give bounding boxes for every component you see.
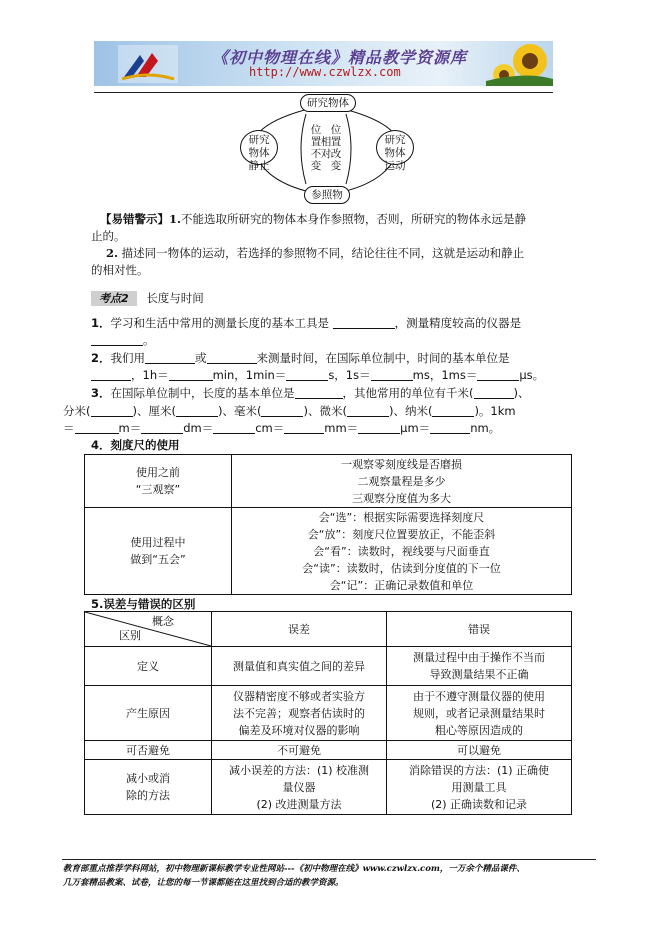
cause-mistake-1: 由于不遵守测量仪器的使用 — [413, 689, 545, 703]
warning-p1-num: 1. — [169, 212, 182, 226]
reduce-mistake — [387, 760, 572, 815]
q5-title — [91, 597, 195, 611]
row-reduce-1: 减小或消 — [126, 772, 170, 785]
q3-blank-5[interactable] — [261, 405, 303, 417]
q3-blank-4[interactable] — [176, 405, 218, 417]
q2-blank-6[interactable] — [371, 369, 413, 381]
avoid-error: 不可避免 — [212, 741, 387, 760]
q1-text-c: 。 — [143, 333, 155, 347]
cause-error-2: 法不完善；观察者估读时的 — [233, 706, 365, 720]
table-row — [85, 760, 572, 815]
ruler-during-label-1: 使用过程中 — [130, 536, 186, 549]
head-concept: 概念 — [152, 615, 174, 628]
definition-mistake — [387, 647, 572, 686]
q3-text-f: )、毫米( — [217, 404, 262, 418]
q2-line-2 — [91, 368, 544, 382]
observe-1: 一观察零刻度线是否磨损 — [341, 457, 462, 471]
warning-line-4: 的相对性。 — [91, 263, 149, 277]
warning-line-1 — [100, 212, 526, 226]
q3-text-d: 分米( — [63, 404, 91, 418]
cause-mistake-3: 粗心等原因造成的 — [435, 723, 523, 737]
q3-text-a: 在国际单位制中，长度的基本单位是 — [110, 386, 295, 400]
warning-p1-text: 不能选取所研究的物体本身作参照物，否则，所研究的物体永远是静 — [181, 212, 527, 226]
footer-rule — [62, 859, 596, 860]
node-reference-object: 参照物 — [304, 186, 350, 204]
five-skill-3: 会“看”：读数时，视线要与尺面垂直 — [313, 544, 490, 558]
q3-blank-9[interactable] — [141, 422, 183, 434]
corner-diagonal — [85, 612, 211, 646]
table-corner-cell — [85, 612, 212, 647]
ruler-before-label-2: “三观察” — [135, 483, 181, 496]
ruler-before-content — [232, 455, 572, 508]
error-vs-mistake-table — [84, 611, 572, 815]
q3-blank-3[interactable] — [91, 405, 133, 417]
q2-line-1 — [91, 351, 510, 365]
label-position-changed: 位置改变 — [330, 124, 342, 172]
q3-text-e: )、厘米( — [132, 404, 176, 418]
definition-mistake-2: 导致测量结果不正确 — [429, 668, 529, 681]
q2-text-g: ms，1ms＝ — [412, 368, 478, 382]
q2-text-d: ，1h＝ — [131, 368, 169, 382]
q3-text-g: )、微米( — [303, 404, 347, 418]
head-error: 误差 — [212, 612, 387, 647]
q1-text-a: 学习和生活中常用的测量长度的基本工具是 — [110, 316, 330, 330]
kaodian-heading — [91, 291, 204, 306]
avoid-mistake: 可以避免 — [387, 741, 572, 760]
q3-blank-12[interactable] — [358, 422, 400, 434]
reduce-error-2: 量仪器 — [282, 780, 316, 794]
banner-title: 《初中物理在线》精品教学资源库 — [212, 48, 468, 67]
q2-text-h: μs。 — [519, 368, 545, 382]
q3-text-m: cm＝ — [255, 421, 285, 435]
site-logo-icon — [118, 45, 178, 83]
q2-blank-5[interactable] — [286, 369, 328, 381]
q3-blank-1[interactable] — [295, 387, 343, 399]
ruler-usage-table — [84, 454, 572, 595]
banner-url[interactable]: http://www.czwlzx.com — [249, 65, 401, 79]
observe-3: 三观察分度值为多大 — [352, 491, 451, 505]
q3-blank-10[interactable] — [213, 422, 255, 434]
kaodian-title: 长度与时间 — [146, 291, 204, 305]
ruler-during-label-2: 做到“五会” — [130, 553, 186, 566]
q2-text-a: 我们用 — [110, 351, 146, 365]
observe-2: 二观察量程是多少 — [357, 474, 446, 488]
reduce-mistake-3: (2) 正确读数和记录 — [430, 797, 528, 811]
five-skill-5: 会“记”：正确记录数值和单位 — [329, 578, 474, 592]
header-banner — [94, 41, 553, 86]
q2-blank-1[interactable] — [145, 352, 195, 364]
reduce-error-3: (2) 改进测量方法 — [256, 797, 342, 811]
q3-blank-2[interactable] — [474, 387, 514, 399]
five-skill-2: 会“放”：刻度尺位置要放正，不能歪斜 — [307, 527, 496, 541]
warning-p2-num: 2. — [106, 246, 119, 260]
table-row — [85, 741, 572, 760]
cause-mistake-2: 规则，或者记录测量结果时 — [413, 706, 545, 720]
row-definition: 定义 — [85, 647, 212, 686]
q3-text-o: μm＝ — [400, 421, 431, 435]
q1-blank-1[interactable] — [333, 317, 395, 329]
kaodian-badge: 考点2 — [91, 291, 137, 306]
q5-title-text: 5.误差与错误的区别 — [91, 597, 196, 611]
cause-error — [212, 686, 387, 741]
warning-line-2: 止的。 — [91, 229, 126, 243]
q2-text-c: 来测量时间，在国际单位制中，时间的基本单位是 — [256, 351, 510, 365]
ruler-before-cell — [85, 455, 232, 508]
reduce-error — [212, 760, 387, 815]
label-relative: 相对 — [320, 136, 332, 160]
row-reduce-2: 除的方法 — [126, 789, 170, 802]
q3-text-p: nm。 — [470, 421, 501, 435]
q2-blank-2[interactable] — [207, 352, 257, 364]
q1-text-b: ，测量精度较高的仪器是 — [394, 316, 522, 330]
cause-error-1: 仪器精密度不够或者实验方 — [233, 689, 365, 703]
node-object-moving — [376, 130, 414, 172]
q1-num: 1． — [91, 316, 111, 330]
node-object-static-label: 研究物体静止 — [248, 134, 270, 172]
q1-line-1 — [91, 316, 521, 330]
header-rule — [94, 92, 553, 93]
reduce-mistake-1: 消除错误的方法：(1) 正确使 — [408, 763, 550, 777]
table-row — [85, 455, 572, 508]
q2-blank-4[interactable] — [169, 369, 213, 381]
ruler-during-cell — [85, 508, 232, 595]
footer-line-2: 几万套精品教案、试卷，让您的每一节课都能在这里找到合适的教学资源。 — [63, 878, 344, 888]
q3-blank-11[interactable] — [284, 422, 324, 434]
reduce-mistake-2: 用测量工具 — [451, 780, 507, 794]
label-position-unchanged: 位置不变 — [310, 124, 322, 172]
warning-line-3 — [106, 246, 524, 260]
table-row — [85, 612, 572, 647]
q3-blank-6[interactable] — [347, 405, 389, 417]
q1-blank-2[interactable] — [91, 334, 143, 346]
table-row — [85, 508, 572, 595]
warning-p2-text: 描述同一物体的运动，若选择的参照物不同，结论往往不同，这就是运动和静止 — [121, 246, 525, 260]
reduce-error-1: 减小误差的方法：(1) 校准测 — [228, 763, 370, 777]
q2-num: 2． — [91, 351, 111, 365]
definition-mistake-1: 测量过程中由于操作不当而 — [413, 651, 545, 664]
q3-blank-13[interactable] — [430, 422, 470, 434]
table-row — [85, 647, 572, 686]
q3-text-c: )、 — [513, 386, 530, 400]
q3-text-l: dm＝ — [183, 421, 214, 435]
q3-line-3 — [63, 421, 500, 435]
q3-line-2 — [63, 404, 516, 418]
q3-blank-7[interactable] — [432, 405, 474, 417]
node-research-object: 研究物体 — [300, 94, 356, 112]
q3-text-b: ，其他常用的单位有千米( — [342, 386, 474, 400]
q3-text-h: )、纳米( — [388, 404, 433, 418]
reference-frame-diagram — [238, 94, 414, 204]
head-mistake: 错误 — [387, 612, 572, 647]
q2-blank-3[interactable] — [91, 369, 131, 381]
node-object-moving-label: 研究物体运动 — [384, 134, 406, 172]
node-object-static — [240, 130, 278, 172]
q3-text-k: m＝ — [118, 421, 142, 435]
row-cause: 产生原因 — [85, 686, 212, 741]
q2-text-b: 或 — [195, 351, 207, 365]
five-skill-1: 会“选”：根据实际需要选择刻度尺 — [318, 510, 485, 524]
q3-text-n: mm＝ — [324, 421, 359, 435]
q2-text-e: min，1min＝ — [212, 368, 287, 382]
cause-error-3: 偏差及环境对仪器的影响 — [238, 723, 360, 737]
q3-text-i: )。1km — [474, 404, 516, 418]
ruler-during-content — [232, 508, 572, 595]
head-diff: 区别 — [119, 629, 141, 642]
q3-text-j: ＝ — [63, 421, 75, 435]
q3-line-1 — [91, 386, 530, 400]
q2-blank-7[interactable] — [477, 369, 519, 381]
q2-text-f: s，1s＝ — [328, 368, 371, 382]
q3-num: 3． — [91, 386, 111, 400]
footer-line-1: 教育部重点推荐学科网站，初中物理新课标教学专业性网站---《初中物理在线》www.czwlzx.com，一万余个精品课件、 — [63, 864, 525, 874]
row-avoidable: 可否避免 — [85, 741, 212, 760]
cause-mistake — [387, 686, 572, 741]
sunflower-icon — [486, 41, 553, 86]
q4-title-text: 4．刻度尺的使用 — [91, 438, 180, 452]
row-reduce — [85, 760, 212, 815]
q3-blank-8[interactable] — [75, 422, 119, 434]
q1-line-2 — [91, 333, 155, 347]
table-row — [85, 686, 572, 741]
q4-title — [91, 438, 180, 452]
warning-label: 【易错警示】 — [100, 212, 169, 226]
ruler-before-label-1: 使用之前 — [136, 466, 180, 479]
five-skill-4: 会“读”：读数时，估读到分度值的下一位 — [302, 561, 501, 575]
definition-error: 测量值和真实值之间的差异 — [212, 647, 387, 686]
